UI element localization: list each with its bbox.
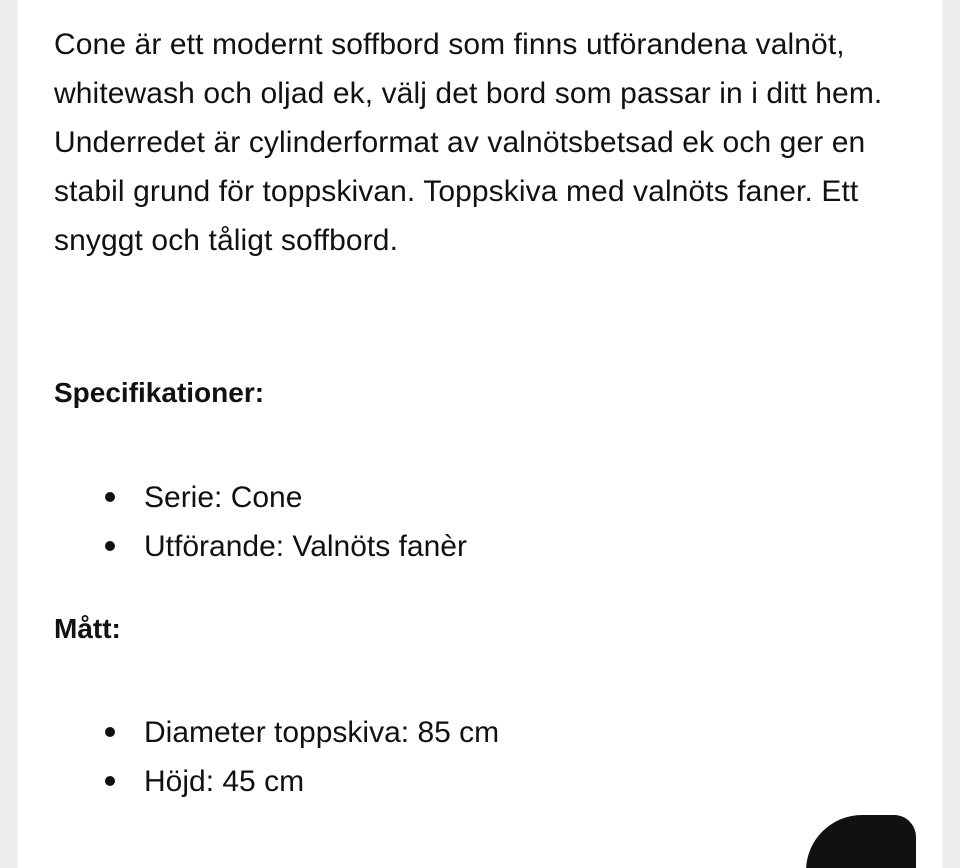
specification-series-text: Serie: Cone [144,481,303,514]
bullet-icon [105,541,115,551]
dimension-diameter-text: Diameter toppskiva: 85 cm [144,716,500,749]
specifications-list [54,473,467,571]
floating-action-button[interactable] [806,815,916,868]
specification-item-finish [54,522,467,571]
dimensions-list [54,708,499,806]
bullet-icon [105,727,115,737]
specification-finish-text: Utförande: Valnöts fanèr [144,530,467,563]
product-content [54,20,914,798]
product-description: Cone är ett modernt soffbord som finns utförandena valnöt, whitewash och oljad ek, välj det bord som passar in i ditt hem. Underredet är cylinderformat av valnötsbetsad ek och ger en stabil grund för toppskivan. Toppskiva med valnöts faner. Ett snyggt och tåligt soffbord. [54,28,883,257]
bullet-icon [105,492,115,502]
bullet-icon [105,776,115,786]
dimension-height-text: Höjd: 45 cm [144,765,305,798]
product-description-panel [18,0,942,868]
specification-item-series [54,473,467,522]
dimension-item-diameter [54,708,499,757]
dimension-item-height [54,757,499,806]
dimensions-heading: Mått: [54,613,121,644]
specifications-heading: Specifikationer: [54,377,265,408]
